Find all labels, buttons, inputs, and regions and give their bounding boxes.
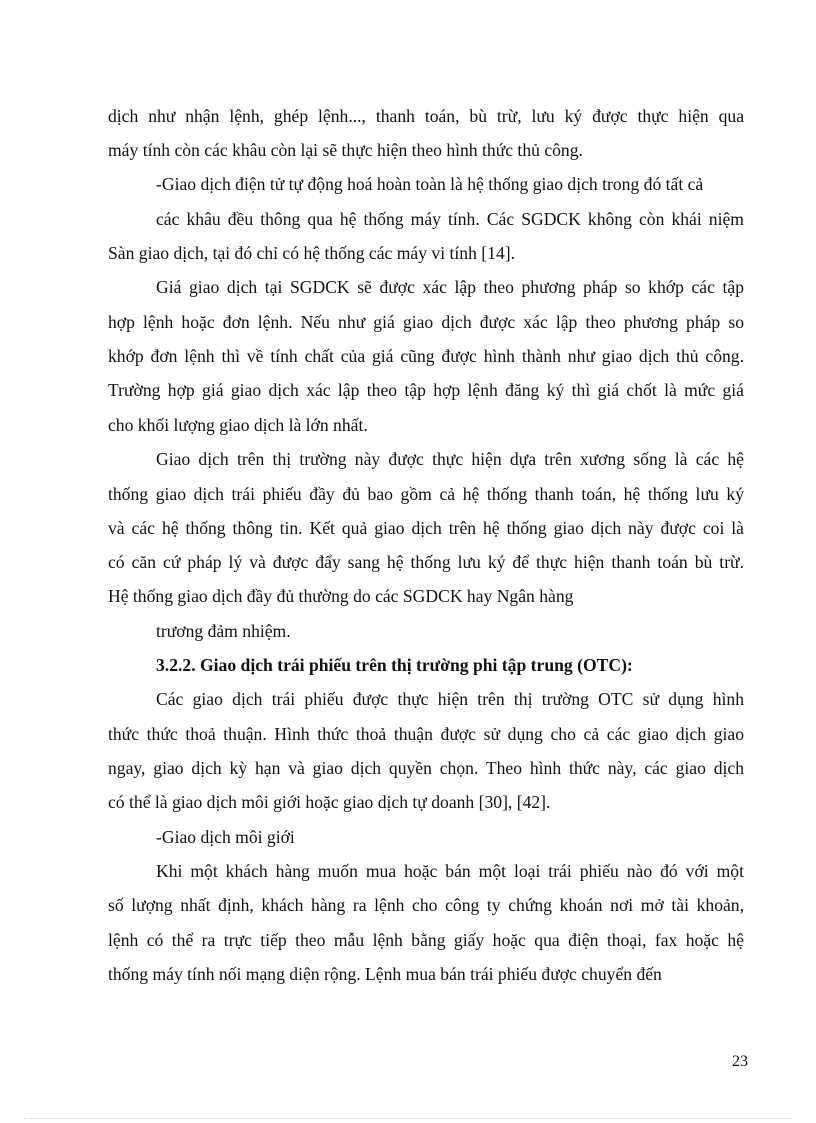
text-line: -Giao dịch môi giới bbox=[156, 827, 295, 847]
text-line: lệnh có thể ra trực tiếp theo mẫu lệnh bằng giấy hoặc qua điện thoại, fax hoặc hệ bbox=[108, 930, 744, 950]
text-line: thức thức thoả thuận. Hình thức thoả thuận được sử dụng cho cả các giao dịch giao bbox=[108, 724, 744, 744]
text-line: Giao dịch trên thị trường này được thực hiện dựa trên xương sống là các hệ bbox=[156, 449, 744, 469]
text-line: số lượng nhất định, khách hàng ra lệnh cho công ty chứng khoán nơi mở tài khoản, bbox=[108, 895, 744, 915]
page-bottom-divider bbox=[24, 1118, 792, 1119]
page-number: 23 bbox=[732, 1053, 748, 1070]
section-heading: 3.2.2. Giao dịch trái phiếu trên thị trường phi tập trung (OTC): bbox=[156, 655, 633, 675]
text-line: Khi một khách hàng muốn mua hoặc bán một loại trái phiếu nào đó với một bbox=[156, 861, 744, 881]
text-line: Trường hợp giá giao dịch xác lập theo tập hợp lệnh đăng ký thì giá chốt là mức giá bbox=[108, 380, 744, 400]
text-line: trương đảm nhiệm. bbox=[156, 621, 291, 641]
text-line: thống máy tính nối mạng diện rộng. Lệnh mua bán trái phiếu được chuyển đến bbox=[108, 964, 662, 984]
text-line: ngay, giao dịch kỳ hạn và giao dịch quyền chọn. Theo hình thức này, các giao dịch bbox=[108, 758, 744, 778]
text-line: Các giao dịch trái phiếu được thực hiện trên thị trường OTC sử dụng hình bbox=[156, 689, 744, 709]
text-line: dịch như nhận lệnh, ghép lệnh..., thanh toán, bù trừ, lưu ký được thực hiện qua bbox=[108, 106, 744, 126]
text-line: hợp lệnh hoặc đơn lệnh. Nếu như giá giao dịch được xác lập theo phương pháp so bbox=[108, 312, 744, 332]
text-line: máy tính còn các khâu còn lại sẽ thực hiện theo hình thức thủ công. bbox=[108, 140, 583, 160]
text-line: cho khối lượng giao dịch là lớn nhất. bbox=[108, 415, 368, 435]
text-line: có thể là giao dịch môi giới hoặc giao dịch tự doanh [30], [42]. bbox=[108, 792, 551, 812]
text-line: -Giao dịch điện tử tự động hoá hoàn toàn là hệ thống giao dịch trong đó tất cả bbox=[156, 174, 704, 194]
text-line: có căn cứ pháp lý và được đẩy sang hệ thống lưu ký để thực hiện thanh toán bù trừ. bbox=[108, 552, 744, 572]
text-line: thống giao dịch trái phiếu đầy đủ bao gồm cả hệ thống thanh toán, hệ thống lưu ký bbox=[108, 484, 744, 504]
text-line: Giá giao dịch tại SGDCK sẽ được xác lập theo phương pháp so khớp các tập bbox=[156, 277, 744, 297]
text-line: Hệ thống giao dịch đầy đủ thường do các SGDCK hay Ngân hàng bbox=[108, 586, 574, 606]
text-line: các khâu đều thông qua hệ thống máy tính. Các SGDCK không còn khái niệm bbox=[156, 209, 744, 229]
text-line: khớp đơn lệnh thì về tính chất của giá cũng được hình thành như giao dịch thủ công. bbox=[108, 346, 744, 366]
text-line: Sàn giao dịch, tại đó chỉ có hệ thống các máy vi tính [14]. bbox=[108, 243, 515, 263]
text-line: và các hệ thống thông tin. Kết quả giao dịch trên hệ thống giao dịch này được coi là bbox=[108, 518, 744, 538]
